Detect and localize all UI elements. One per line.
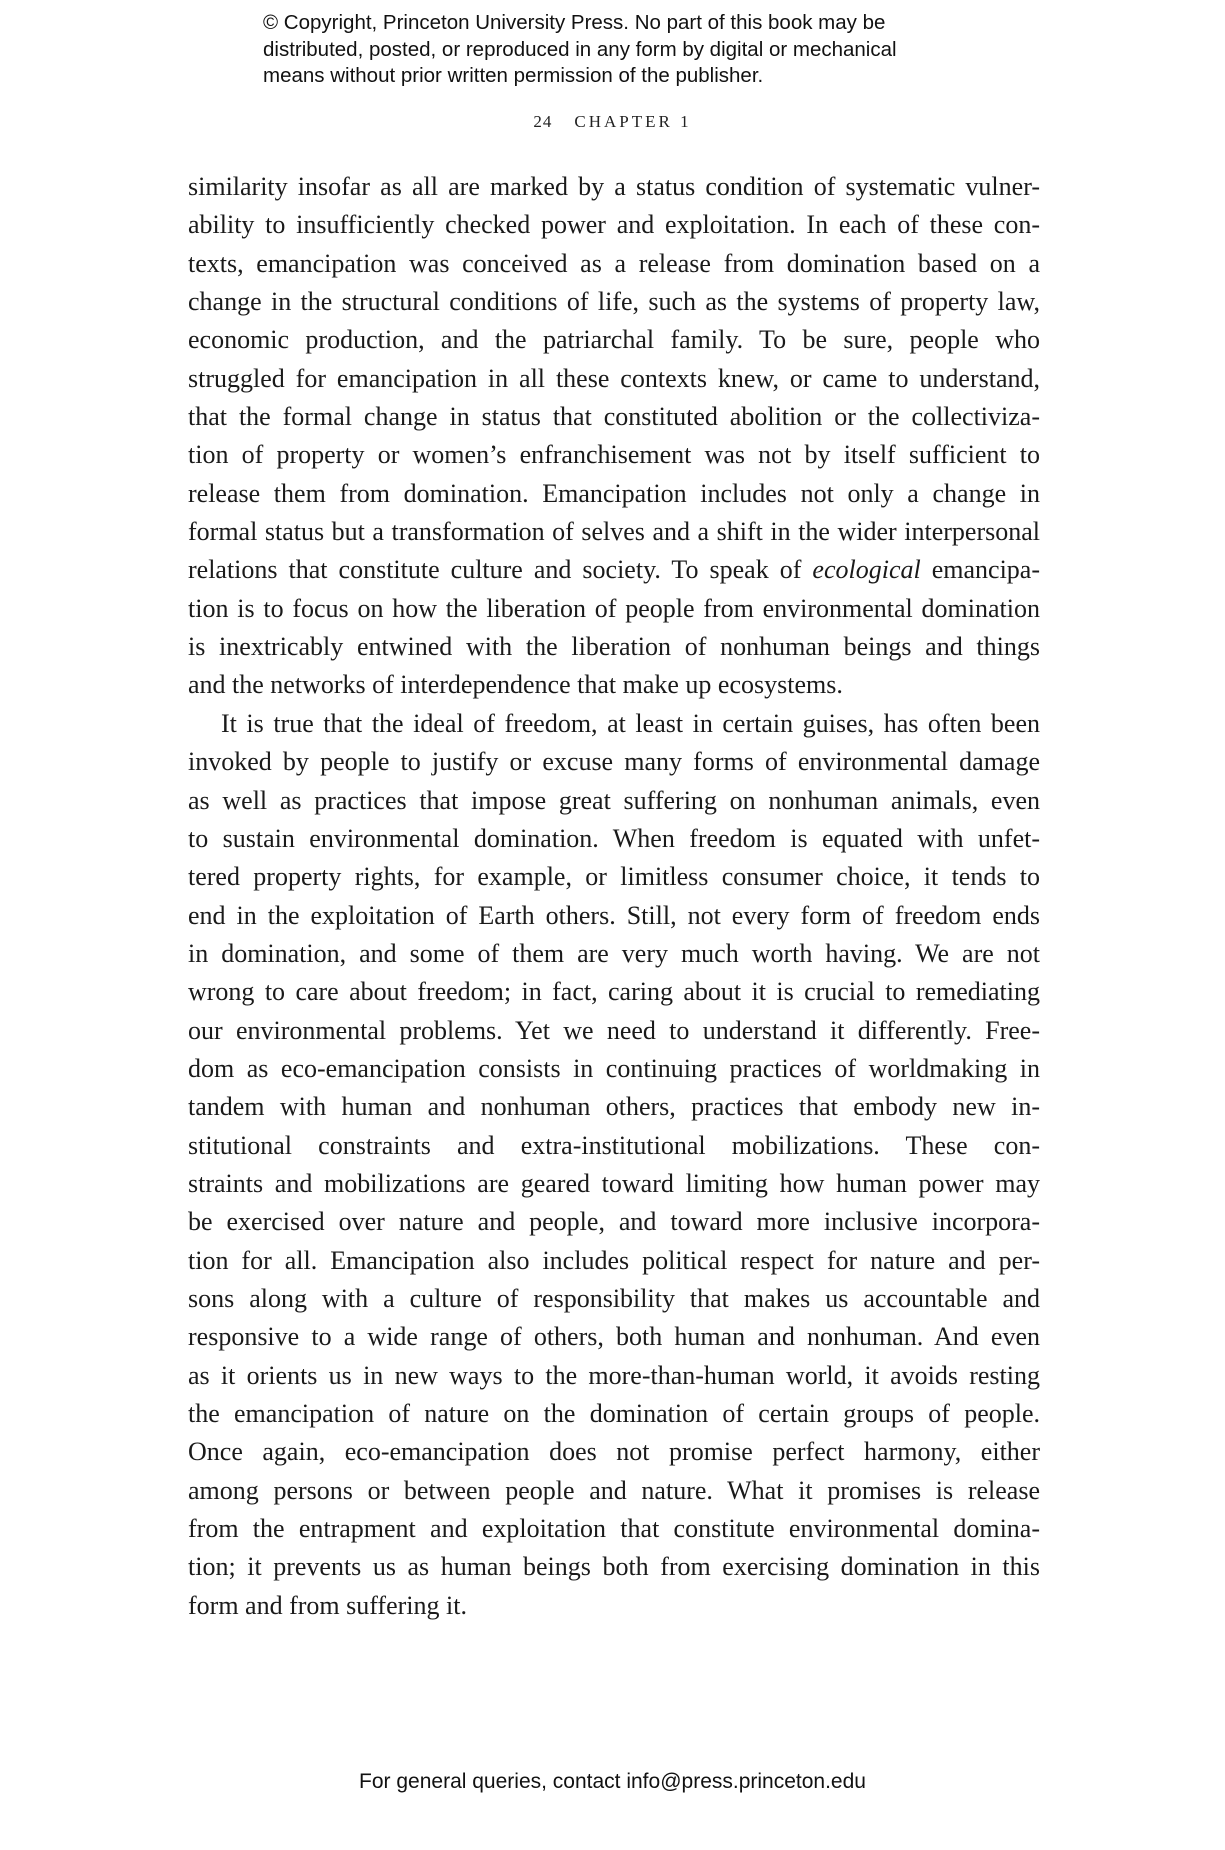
text-line: in domination, and some of them are very much worth having. We are not	[188, 938, 1040, 968]
page-number: 24	[533, 112, 553, 131]
text-line: tered property rights, for example, or limitless consumer choice, it tends to	[188, 862, 1040, 892]
italic-term: ecological	[812, 555, 921, 585]
text-line: change in the structural conditions of life, such as the systems of property law,	[188, 287, 1040, 317]
text-line: It is true that the ideal of freedom, at least in certain guises, has often been	[221, 708, 1040, 738]
running-head	[0, 112, 1225, 132]
text-segment: emancipa-	[920, 555, 1041, 585]
text-line: as well as practices that impose great suffering on nonhuman animals, even	[188, 785, 1040, 815]
text-line-with-italic	[188, 551, 1040, 589]
text-line: release them from domination. Emancipation includes not only a change in	[188, 478, 1040, 508]
text-line: the emancipation of nature on the domination of certain groups of people.	[188, 1399, 1040, 1428]
paragraph-1	[188, 168, 1040, 705]
text-line: invoked by people to justify or excuse many forms of environmental damage	[188, 747, 1040, 777]
text-line: stitutional constraints and extra-institutional mobilizations. These con-	[188, 1130, 1040, 1160]
text-segment: relations that constitute culture and society. To speak of	[188, 555, 813, 585]
text-line: to sustain environmental domination. When freedom is equated with unfet-	[188, 823, 1040, 853]
text-line: Once again, eco-emancipation does not promise perfect harmony, either	[188, 1437, 1040, 1467]
footer-contact: For general queries, contact info@press.princeton.edu	[359, 1770, 866, 1793]
text-line: end in the exploitation of Earth others. Still, not every form of freedom ends	[188, 900, 1040, 930]
text-line: tandem with human and nonhuman others, practices that embody new in-	[188, 1092, 1040, 1122]
chapter-label: CHAPTER 1	[574, 112, 692, 131]
text-line: and the networks of interdependence that make up ecosystems.	[188, 670, 843, 700]
text-line: texts, emancipation was conceived as a release from domination based on a	[188, 248, 1040, 278]
text-line: formal status but a transformation of selves and a shift in the wider interpersonal	[188, 517, 1040, 547]
copyright-notice	[263, 10, 1023, 90]
text-line: sons along with a culture of responsibility that makes us accountable and	[188, 1283, 1040, 1313]
text-line: tion; it prevents us as human beings both from exercising domination in this	[188, 1552, 1040, 1582]
text-line: responsive to a wide range of others, both human and nonhuman. And even	[188, 1322, 1040, 1352]
text-line: similarity insofar as all are marked by a status condition of systematic vulner-	[188, 172, 1040, 201]
copyright-line: © Copyright, Princeton University Press. No part of this book may be	[263, 11, 886, 34]
text-line: among persons or between people and nature. What it promises is release	[188, 1475, 1040, 1505]
body-text	[188, 168, 1040, 1625]
text-line: form and from suffering it.	[188, 1590, 467, 1620]
text-line: tion of property or women’s enfranchisement was not by itself sufficient to	[188, 440, 1040, 470]
copyright-line: means without prior written permission of the publisher.	[263, 64, 764, 87]
text-line: that the formal change in status that constituted abolition or the collectiviza-	[188, 402, 1040, 432]
text-line: tion for all. Emancipation also includes political respect for nature and per-	[188, 1245, 1040, 1275]
text-line: struggled for emancipation in all these contexts knew, or came to understand,	[188, 363, 1040, 393]
text-line: as it orients us in new ways to the more-than-human world, it avoids resting	[188, 1360, 1040, 1390]
text-line: tion is to focus on how the liberation of people from environmental domination	[188, 593, 1040, 623]
text-line: dom as eco-emancipation consists in continuing practices of worldmaking in	[188, 1053, 1040, 1083]
paragraph-2	[188, 705, 1040, 1625]
text-line: wrong to care about freedom; in fact, caring about it is crucial to remediating	[188, 977, 1040, 1007]
text-line: is inextricably entwined with the liberation of nonhuman beings and things	[188, 632, 1040, 662]
copyright-line: distributed, posted, or reproduced in any form by digital or mechanical	[263, 37, 897, 61]
text-line: ability to insufficiently checked power and exploitation. In each of these con-	[188, 210, 1040, 240]
text-line: be exercised over nature and people, and toward more inclusive incorpora-	[188, 1207, 1040, 1237]
text-line: from the entrapment and exploitation that constitute environmental domina-	[188, 1514, 1040, 1544]
text-line: our environmental problems. Yet we need to understand it differently. Free-	[188, 1015, 1040, 1045]
text-line: straints and mobilizations are geared toward limiting how human power may	[188, 1168, 1040, 1198]
text-line: economic production, and the patriarchal family. To be sure, people who	[188, 325, 1040, 355]
